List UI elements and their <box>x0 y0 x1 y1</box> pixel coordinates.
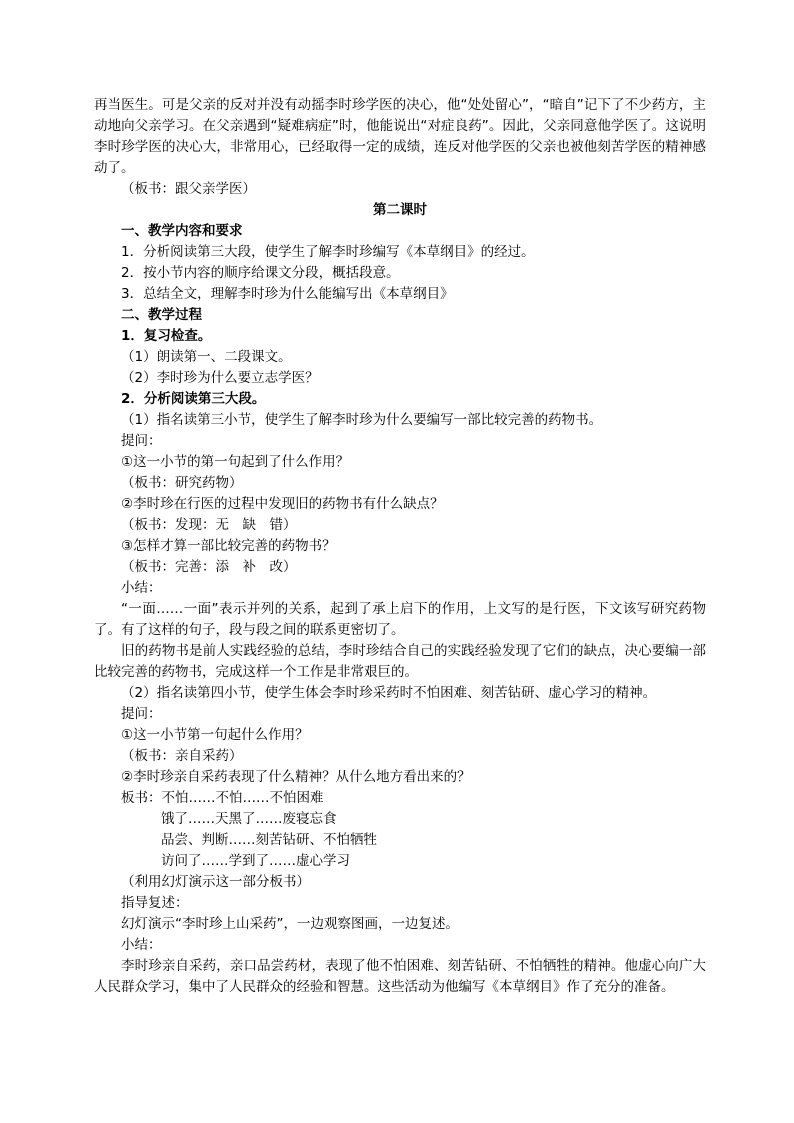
requirement-item: 2．按小节内容的顺序给课文分段，概括段意。 <box>121 265 400 281</box>
summary-label: 小结： <box>121 937 162 953</box>
question-line: ②李时珍在行医的过程中发现旧的药物书有什么缺点？ <box>121 496 444 512</box>
requirement-item: 1．分析阅读第三大段，使学生了解李时珍编写《本草纲目》的经过。 <box>121 244 535 260</box>
intro-paragraph: 再当医生。可是父亲的反对并没有动摇李时珍学医的决心，他“处处留心”，“暗自”记下了不少药方，主动地向父亲学习。在父亲遇到“疑难病症”时，他能说出“对症良药”。因此，父亲同意他学医了。这说明李时珍学医的决心大，非常用心，已经取得一定的成绩，连反对他学医的父亲也被他刻苦学医的精神感动了。 <box>94 97 706 176</box>
step-item: （2）李时珍为什么要立志学医？ <box>121 370 319 386</box>
part-intro: （1）指名读第三小节，使学生了解李时珍为什么要编写一部比较完善的药物书。 <box>121 412 603 428</box>
slide-note: （利用幻灯演示这一部分板书） <box>121 874 310 890</box>
blackboard-note: （板书：跟父亲学医） <box>121 181 256 197</box>
board-line: 板书：不怕……不怕……不怕困难 <box>121 790 324 806</box>
retell-text: 幻灯演示“李时珍上山采药”，一边观察图画，一边复述。 <box>121 916 459 932</box>
lesson-title: 第二课时 <box>373 202 427 218</box>
board-line: 品尝、判断……刻苦钻研、不怕牺牲 <box>161 832 377 848</box>
retell-label: 指导复述： <box>121 895 189 911</box>
blackboard-note: （板书：发现：无 缺 错） <box>121 517 297 533</box>
document-page <box>94 95 706 998</box>
ask-label: 提问： <box>121 433 162 449</box>
section-heading-content: 一、教学内容和要求 <box>121 223 243 239</box>
question-line: ②李时珍亲自采药表现了什么精神？从什么地方看出来的？ <box>121 769 471 785</box>
question-line: ①这一小节的第一句起到了什么作用？ <box>121 454 350 470</box>
requirement-item: 3．总结全文，理解李时珍为什么能编写出《本草纲目》 <box>121 286 454 302</box>
summary-paragraph: 旧的药物书是前人实践经验的总结，李时珍结合自己的实践经验发现了它们的缺点，决心要编一部比较完善的药物书，完成这样一个工作是非常艰巨的。 <box>94 643 706 680</box>
blackboard-note: （板书：研究药物） <box>121 475 243 491</box>
blackboard-note: （板书：完善：添 补 改） <box>121 559 297 575</box>
step-heading: 1．复习检查。 <box>121 328 212 344</box>
step-item: （1）朗读第一、二段课文。 <box>121 349 292 365</box>
summary-paragraph: 李时珍亲自采药，亲口品尝药材，表现了他不怕困难、刻苦钻研、不怕牺牲的精神。他虚心向广大人民群众学习，集中了人民群众的经验和智慧。这些活动为他编写《本草纲目》作了充分的准备。 <box>94 958 706 995</box>
blackboard-note: （板书：亲自采药） <box>121 748 243 764</box>
part-intro: （2）指名读第四小节，使学生体会李时珍采药时不怕困难、刻苦钻研、虚心学习的精神。 <box>121 685 657 701</box>
question-line: ③怎样才算一部比较完善的药物书？ <box>121 538 336 554</box>
board-line: 饿了……天黑了……废寝忘食 <box>161 811 337 827</box>
summary-label: 小结： <box>121 580 162 596</box>
ask-label: 提问： <box>121 706 162 722</box>
summary-paragraph: “一面……一面”表示并列的关系，起到了承上启下的作用，上文写的是行医，下文该写研究药物了。有了这样的句子，段与段之间的联系更密切了。 <box>94 601 706 638</box>
section-heading-process: 二、教学过程 <box>121 307 202 323</box>
board-line: 访问了……学到了……虚心学习 <box>161 853 350 869</box>
question-line: ①这一小节第一句起什么作用？ <box>121 727 309 743</box>
step-heading: 2．分析阅读第三大段。 <box>121 391 266 407</box>
